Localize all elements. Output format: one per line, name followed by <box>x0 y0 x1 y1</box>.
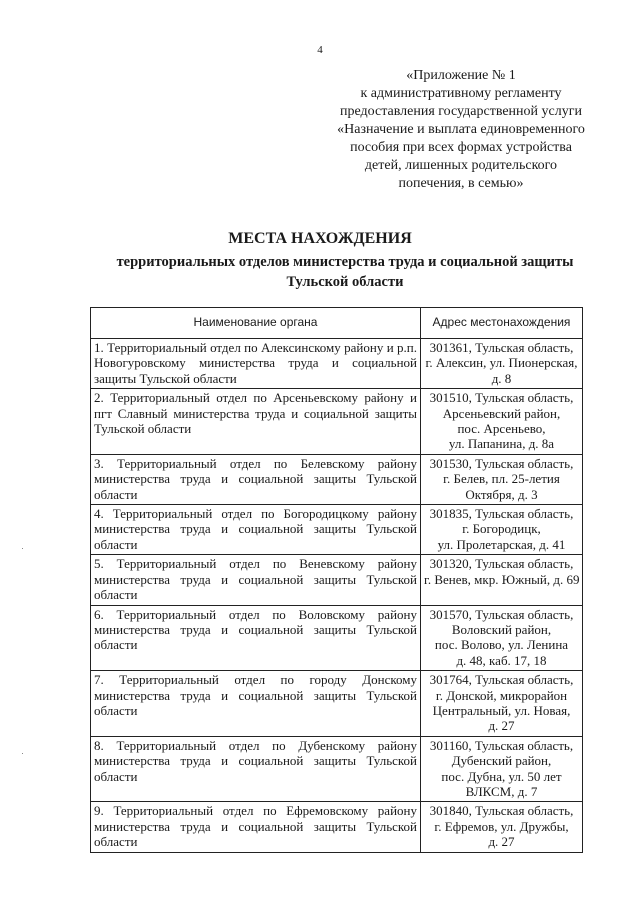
address-line: г. Донской, микрорайон <box>435 687 568 703</box>
offices-table <box>90 307 583 853</box>
scan-speck <box>22 548 23 549</box>
address-line: Центральный, ул. Новая, <box>432 702 571 718</box>
table-row <box>91 389 583 455</box>
address-cell <box>421 605 583 671</box>
address-line: г. Богородицк, <box>462 521 541 537</box>
address-line: пос. Арсеньево, <box>457 421 546 437</box>
address-cell <box>421 671 583 737</box>
document-title: МЕСТА НАХОЖДЕНИЯ <box>228 230 412 247</box>
address-cell <box>421 555 583 605</box>
organ-name-cell: 9. Территориальный отдел по Ефремовскому району министерства труда и социальной защиты Тульской области <box>91 802 421 852</box>
address-line: г. Белев, пл. 25-летия <box>443 471 560 487</box>
address-line: ул. Пролетарская, д. 41 <box>437 536 566 552</box>
document-subtitle: территориальных отделов министерства труда и социальной защиты Тульской области <box>116 254 574 290</box>
address-line: 301160, Тульская область, <box>429 737 574 753</box>
appendix-line: «Приложение № 1 <box>406 68 516 83</box>
address-cell <box>421 389 583 455</box>
address-cell <box>421 802 583 852</box>
address-line: 301835, Тульская область, <box>429 506 574 522</box>
table-row <box>91 802 583 852</box>
address-line: 301840, Тульская область, <box>429 803 574 819</box>
organ-name-cell: 1. Территориальный отдел по Алексинскому району и р.п. Новогуровскому министерства труда и социальной защиты Тульской области <box>91 339 421 389</box>
organ-name-cell: 4. Территориальный отдел по Богородицкому району министерства труда и социальной защиты Тульской области <box>91 505 421 555</box>
page-number: 4 <box>317 44 323 56</box>
address-line: д. 27 <box>488 834 515 850</box>
address-line: 301320, Тульская область, <box>429 556 574 572</box>
address-line: 301361, Тульская область, <box>429 340 574 355</box>
appendix-line: предоставления государственной услуги <box>340 104 582 119</box>
table-row <box>91 671 583 737</box>
appendix-line: детей, лишенных родительского <box>364 158 558 173</box>
address-line: д. 27 <box>488 718 515 734</box>
address-line: д. 8 <box>491 370 512 386</box>
scan-speck <box>22 753 23 754</box>
address-line: 301530, Тульская область, <box>429 455 574 471</box>
table-row <box>91 605 583 671</box>
address-line: 301570, Тульская область, <box>429 606 574 622</box>
address-line: пос. Волово, ул. Ленина <box>434 637 569 653</box>
table-row <box>91 555 583 605</box>
table-row <box>91 339 583 389</box>
address-line: г. Ефремов, ул. Дружбы, <box>434 818 569 834</box>
address-cell <box>421 736 583 802</box>
address-cell <box>421 505 583 555</box>
address-line: 301510, Тульская область, <box>429 390 574 406</box>
header-organ-name: Наименование органа <box>91 308 421 339</box>
address-line: г. Венев, мкр. Южный, д. 69 <box>424 571 580 587</box>
table-row <box>91 736 583 802</box>
address-line: Арсеньевский район, <box>442 405 561 421</box>
table-row <box>91 454 583 504</box>
table-row <box>91 505 583 555</box>
address-line: Дубенский район, <box>451 753 552 769</box>
organ-name-cell: 2. Территориальный отдел по Арсеньевскому району и пгт Славный министерства труда и социальной защиты Тульской области <box>91 389 421 455</box>
address-line: ул. Папанина, д. 8а <box>448 436 555 452</box>
appendix-line: пособия при всех формах устройства <box>350 140 572 155</box>
address-line: Октября, д. 3 <box>465 486 538 502</box>
organ-name-cell: 3. Территориальный отдел по Белевскому району министерства труда и социальной защиты Тульской области <box>91 454 421 504</box>
address-line: 301764, Тульская область, <box>429 672 574 688</box>
address-line: ВЛКСМ, д. 7 <box>465 783 538 799</box>
address-cell <box>421 454 583 504</box>
organ-name-cell: 6. Территориальный отдел по Воловскому району министерства труда и социальной защиты Тульской области <box>91 605 421 671</box>
address-line: Воловский район, <box>451 621 552 637</box>
organ-name-cell: 7. Территориальный отдел по городу Донскому министерства труда и социальной защиты Тульской области <box>91 671 421 737</box>
appendix-note <box>316 67 606 193</box>
address-cell <box>421 339 583 389</box>
header-address: Адрес местонахождения <box>421 308 583 339</box>
address-line: г. Алексин, ул. Пионерская, <box>425 355 578 371</box>
table-header-row <box>91 308 583 339</box>
appendix-line: к административному регламенту <box>360 86 562 101</box>
address-line: пос. Дубна, ул. 50 лет <box>441 768 562 784</box>
appendix-line: попечения, в семью» <box>398 176 524 191</box>
organ-name-cell: 8. Территориальный отдел по Дубенскому району министерства труда и социальной защиты Тульской области <box>91 736 421 802</box>
appendix-line: «Назначение и выплата единовременного <box>337 122 585 137</box>
address-line: д. 48, каб. 17, 18 <box>456 652 547 668</box>
organ-name-cell: 5. Территориальный отдел по Веневскому району министерства труда и социальной защиты Тульской области <box>91 555 421 605</box>
